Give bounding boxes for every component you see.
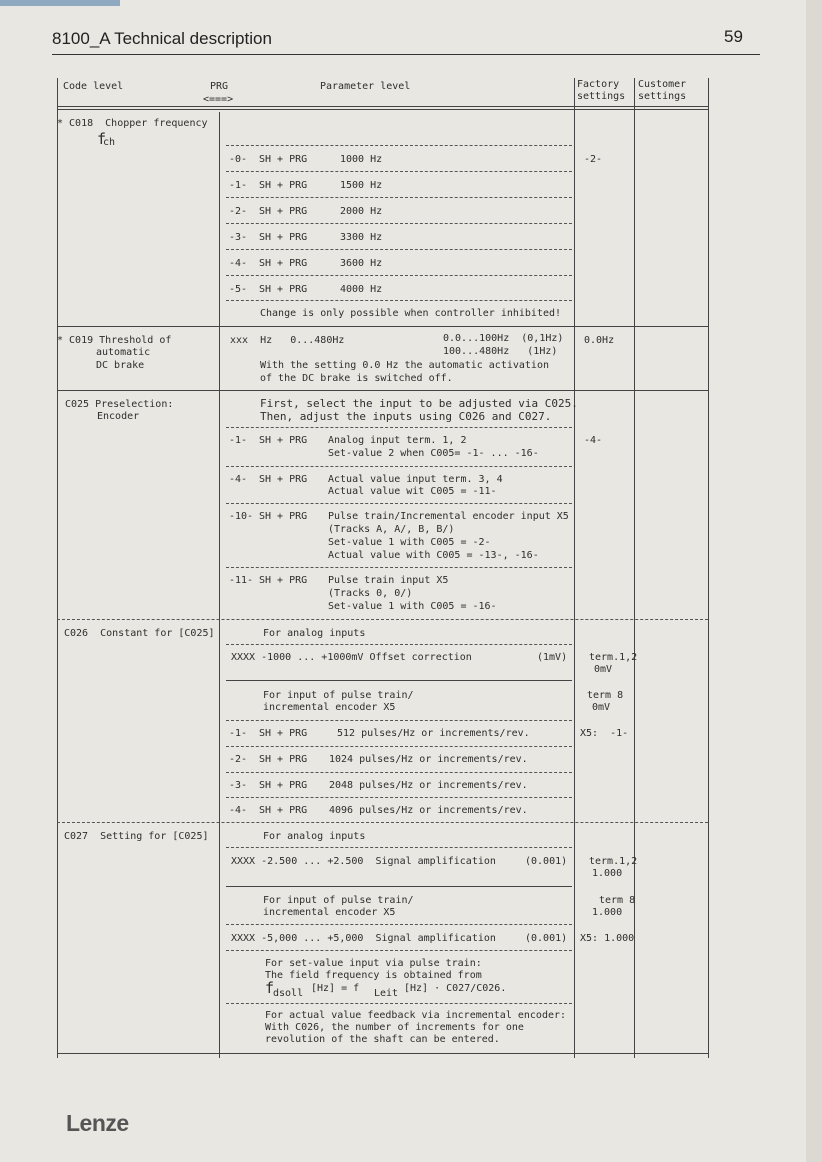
table-border-left bbox=[57, 78, 58, 1058]
c018-opt-2-prg: SH + PRG bbox=[259, 206, 308, 217]
c027-pulse-2: incremental encoder X5 bbox=[263, 907, 396, 918]
c026-offset: XXXX -1000 ... +1000mV Offset correction bbox=[231, 652, 472, 663]
c026-code: C026 Constant for [C025] bbox=[64, 628, 215, 639]
c027-actual-2: With C026, the number of increments for one bbox=[265, 1022, 524, 1033]
col-customer: Customer bbox=[638, 79, 687, 90]
c027-factory-term8: term 8 bbox=[599, 895, 636, 906]
c018-opt-5-num: -5- bbox=[229, 284, 248, 295]
c027-code: C027 Setting for [C025] bbox=[64, 831, 209, 842]
col-prg: PRG bbox=[210, 81, 229, 92]
c027-formula-f: f bbox=[265, 979, 275, 997]
c026-opt-1-prg: SH + PRG bbox=[259, 728, 308, 739]
c025-opt-10-prg: SH + PRG bbox=[259, 511, 308, 522]
c018-opt-2-num: -2- bbox=[229, 206, 248, 217]
c027-factory-x5: X5: 1.000 bbox=[580, 933, 635, 944]
c027-pulse-1: For input of pulse train/ bbox=[263, 895, 414, 906]
lenze-logo: Lenze bbox=[66, 1110, 129, 1136]
table-rule bbox=[226, 644, 572, 645]
c025-opt-11-line-1: Pulse train input X5 bbox=[328, 575, 449, 586]
c018-opt-4-val: 3600 Hz bbox=[340, 258, 383, 269]
header-rule bbox=[52, 54, 760, 55]
table-rule bbox=[226, 720, 572, 721]
c025-opt-4-line-1: Actual value input term. 3, 4 bbox=[328, 474, 503, 485]
col-code-level: Code level bbox=[63, 81, 124, 92]
c025-opt-10-line-1: Pulse train/Incremental encoder input X5 bbox=[328, 511, 569, 522]
c025-intro-1: First, select the input to be adjusted via C025. bbox=[260, 397, 578, 410]
c018-opt-0-val: 1000 Hz bbox=[340, 154, 383, 165]
c027-unit-2: (0.001) bbox=[525, 933, 568, 944]
row-divider-c019 bbox=[57, 326, 708, 327]
table-rule bbox=[226, 924, 572, 925]
c025-opt-1-line-1: Analog input term. 1, 2 bbox=[328, 435, 467, 446]
c027-setvalue-1: For set-value input via pulse train: bbox=[265, 958, 482, 969]
table-rule bbox=[226, 847, 572, 848]
table-rule bbox=[226, 746, 572, 747]
table-rule bbox=[226, 171, 572, 172]
c025-code: C025 Preselection: bbox=[65, 399, 174, 410]
c026-opt-4-val: 4096 pulses/Hz or increments/rev. bbox=[329, 805, 528, 816]
col-divider-customer bbox=[634, 78, 635, 1058]
c026-factory-term8-value: 0mV bbox=[592, 702, 611, 713]
c018-opt-4-num: -4- bbox=[229, 258, 248, 269]
col-divider-factory bbox=[574, 78, 575, 1058]
header-bottom-rule bbox=[57, 106, 708, 107]
c027-actual-3: revolution of the shaft can be entered. bbox=[265, 1034, 500, 1045]
table-rule bbox=[226, 249, 572, 250]
c018-symbol: f bbox=[97, 130, 107, 148]
c018-opt-0-num: -0- bbox=[229, 154, 248, 165]
c018-opt-3-val: 3300 Hz bbox=[340, 232, 383, 243]
c025-factory: -4- bbox=[584, 435, 603, 446]
c026-for-analog: For analog inputs bbox=[263, 628, 366, 639]
table-rule bbox=[226, 772, 572, 773]
c025-opt-1-prg: SH + PRG bbox=[259, 435, 308, 446]
c019-step-1: 0.0...100Hz (0,1Hz) bbox=[443, 333, 564, 344]
document-title: 8100_A Technical description bbox=[52, 29, 272, 48]
table-rule bbox=[226, 950, 572, 951]
col-factory: Factory bbox=[577, 79, 620, 90]
c025-opt-10-line-3: Set-value 1 with C005 = -2- bbox=[328, 537, 491, 548]
c027-factory-term8-value: 1.000 bbox=[592, 907, 623, 918]
c026-factory-term8: term 8 bbox=[587, 690, 624, 701]
c026-opt-3-num: -3- bbox=[229, 780, 248, 791]
page-margin-shade bbox=[806, 0, 822, 1162]
table-rule bbox=[226, 466, 572, 467]
c018-opt-5-val: 4000 Hz bbox=[340, 284, 383, 295]
table-rule bbox=[226, 300, 572, 301]
c027-factory-value: 1.000 bbox=[592, 868, 623, 879]
table-rule bbox=[226, 427, 572, 428]
c018-note: Change is only possible when controller inhibited! bbox=[260, 308, 562, 319]
c018-opt-1-num: -1- bbox=[229, 180, 248, 191]
c025-intro-2: Then, adjust the inputs using C026 and C027. bbox=[260, 410, 552, 423]
table-rule bbox=[226, 680, 572, 681]
c018-opt-1-prg: SH + PRG bbox=[259, 180, 308, 191]
c019-code: * C019 Threshold of bbox=[57, 335, 172, 346]
table-rule bbox=[226, 275, 572, 276]
c026-factory-value: 0mV bbox=[594, 664, 613, 675]
c026-opt-1-num: -1- bbox=[229, 728, 248, 739]
c026-offset-unit: (1mV) bbox=[537, 652, 568, 663]
c025-opt-10-line-2: (Tracks A, A/, B, B/) bbox=[328, 524, 455, 535]
table-rule bbox=[226, 1003, 572, 1004]
c026-factory-x5: X5: -1- bbox=[580, 728, 629, 739]
c026-pulse-2: incremental encoder X5 bbox=[263, 702, 396, 713]
c018-opt-5-prg: SH + PRG bbox=[259, 284, 308, 295]
table-rule bbox=[226, 145, 572, 146]
c018-opt-1-val: 1500 Hz bbox=[340, 180, 383, 191]
c026-opt-2-num: -2- bbox=[229, 754, 248, 765]
col-prg-arrow: <===> bbox=[203, 94, 234, 105]
table-border-right bbox=[708, 78, 709, 1058]
col-divider-code bbox=[219, 112, 220, 1058]
c019-range: xxx Hz 0...480Hz bbox=[230, 335, 345, 346]
c018-opt-2-val: 2000 Hz bbox=[340, 206, 383, 217]
c018-factory: -2- bbox=[584, 154, 603, 165]
c025-opt-4-num: -4- bbox=[229, 474, 248, 485]
c025-opt-10-line-4: Actual value with C005 = -13-, -16- bbox=[328, 550, 539, 561]
c025-opt-11-line-2: (Tracks 0, 0/) bbox=[328, 588, 413, 599]
c019-text-2: of the DC brake is switched off. bbox=[260, 373, 453, 384]
c027-actual-1: For actual value feedback via incremental encoder: bbox=[265, 1010, 567, 1021]
col-factory-2: settings bbox=[577, 91, 626, 102]
c026-opt-3-val: 2048 pulses/Hz or increments/rev. bbox=[329, 780, 528, 791]
c027-amplification-1: XXXX -2.500 ... +2.500 Signal amplification bbox=[231, 856, 496, 867]
c025-opt-11-prg: SH + PRG bbox=[259, 575, 308, 586]
c018-opt-3-prg: SH + PRG bbox=[259, 232, 308, 243]
c025-opt-11-num: -11- bbox=[229, 575, 254, 586]
table-rule bbox=[226, 797, 572, 798]
c027-setvalue-2: The field frequency is obtained from bbox=[265, 970, 482, 981]
c027-formula-end: [Hz] · C027/C026. bbox=[404, 983, 507, 994]
c025-opt-10-num: -10- bbox=[229, 511, 254, 522]
row-divider-c025 bbox=[57, 390, 708, 391]
header-bottom-rule-2 bbox=[57, 109, 708, 110]
table-rule bbox=[226, 886, 572, 887]
table-bottom-rule bbox=[57, 1053, 708, 1054]
c026-opt-3-prg: SH + PRG bbox=[259, 780, 308, 791]
c018-code: * C018 Chopper frequency bbox=[57, 118, 208, 129]
c025-code-2: Encoder bbox=[97, 411, 140, 422]
c025-opt-4-line-2: Actual value wit C005 = -11- bbox=[328, 486, 497, 497]
c019-code-3: DC brake bbox=[96, 360, 145, 371]
c027-formula-mid: [Hz] = f bbox=[311, 983, 360, 994]
row-divider-c027 bbox=[57, 822, 708, 823]
c026-opt-4-num: -4- bbox=[229, 805, 248, 816]
scan-edge bbox=[0, 0, 120, 6]
c025-opt-1-num: -1- bbox=[229, 435, 248, 446]
c025-opt-11-line-3: Set-value 1 with C005 = -16- bbox=[328, 601, 497, 612]
c018-opt-0-prg: SH + PRG bbox=[259, 154, 308, 165]
c026-opt-2-val: 1024 pulses/Hz or increments/rev. bbox=[329, 754, 528, 765]
c018-opt-3-num: -3- bbox=[229, 232, 248, 243]
table-rule bbox=[226, 503, 572, 504]
col-customer-2: settings bbox=[638, 91, 687, 102]
c027-for-analog: For analog inputs bbox=[263, 831, 366, 842]
c026-opt-4-prg: SH + PRG bbox=[259, 805, 308, 816]
c025-opt-4-prg: SH + PRG bbox=[259, 474, 308, 485]
c019-code-2: automatic bbox=[96, 347, 151, 358]
c026-opt-1-val: 512 pulses/Hz or increments/rev. bbox=[337, 728, 530, 739]
col-parameter-level: Parameter level bbox=[320, 81, 411, 92]
c026-pulse-1: For input of pulse train/ bbox=[263, 690, 414, 701]
c019-factory: 0.0Hz bbox=[584, 335, 615, 346]
table-rule bbox=[226, 567, 572, 568]
c027-formula-leit: Leit bbox=[374, 988, 399, 999]
table-rule bbox=[226, 223, 572, 224]
c027-formula-dsoll: dsoll bbox=[273, 988, 304, 999]
c019-step-2: 100...480Hz (1Hz) bbox=[443, 346, 558, 357]
c018-symbol-sub: ch bbox=[103, 137, 116, 148]
c025-opt-1-line-2: Set-value 2 when C005= -1- ... -16- bbox=[328, 448, 539, 459]
c019-text-1: With the setting 0.0 Hz the automatic activation bbox=[260, 360, 549, 371]
c026-factory-term: term.1,2 bbox=[589, 652, 638, 663]
page-number: 59 bbox=[724, 27, 743, 46]
c027-amplification-2: XXXX -5,000 ... +5,000 Signal amplification bbox=[231, 933, 496, 944]
c026-opt-2-prg: SH + PRG bbox=[259, 754, 308, 765]
c018-opt-4-prg: SH + PRG bbox=[259, 258, 308, 269]
table-rule bbox=[226, 197, 572, 198]
row-divider-c026 bbox=[57, 619, 708, 620]
c027-factory-term: term.1,2 bbox=[589, 856, 638, 867]
c027-unit-1: (0.001) bbox=[525, 856, 568, 867]
